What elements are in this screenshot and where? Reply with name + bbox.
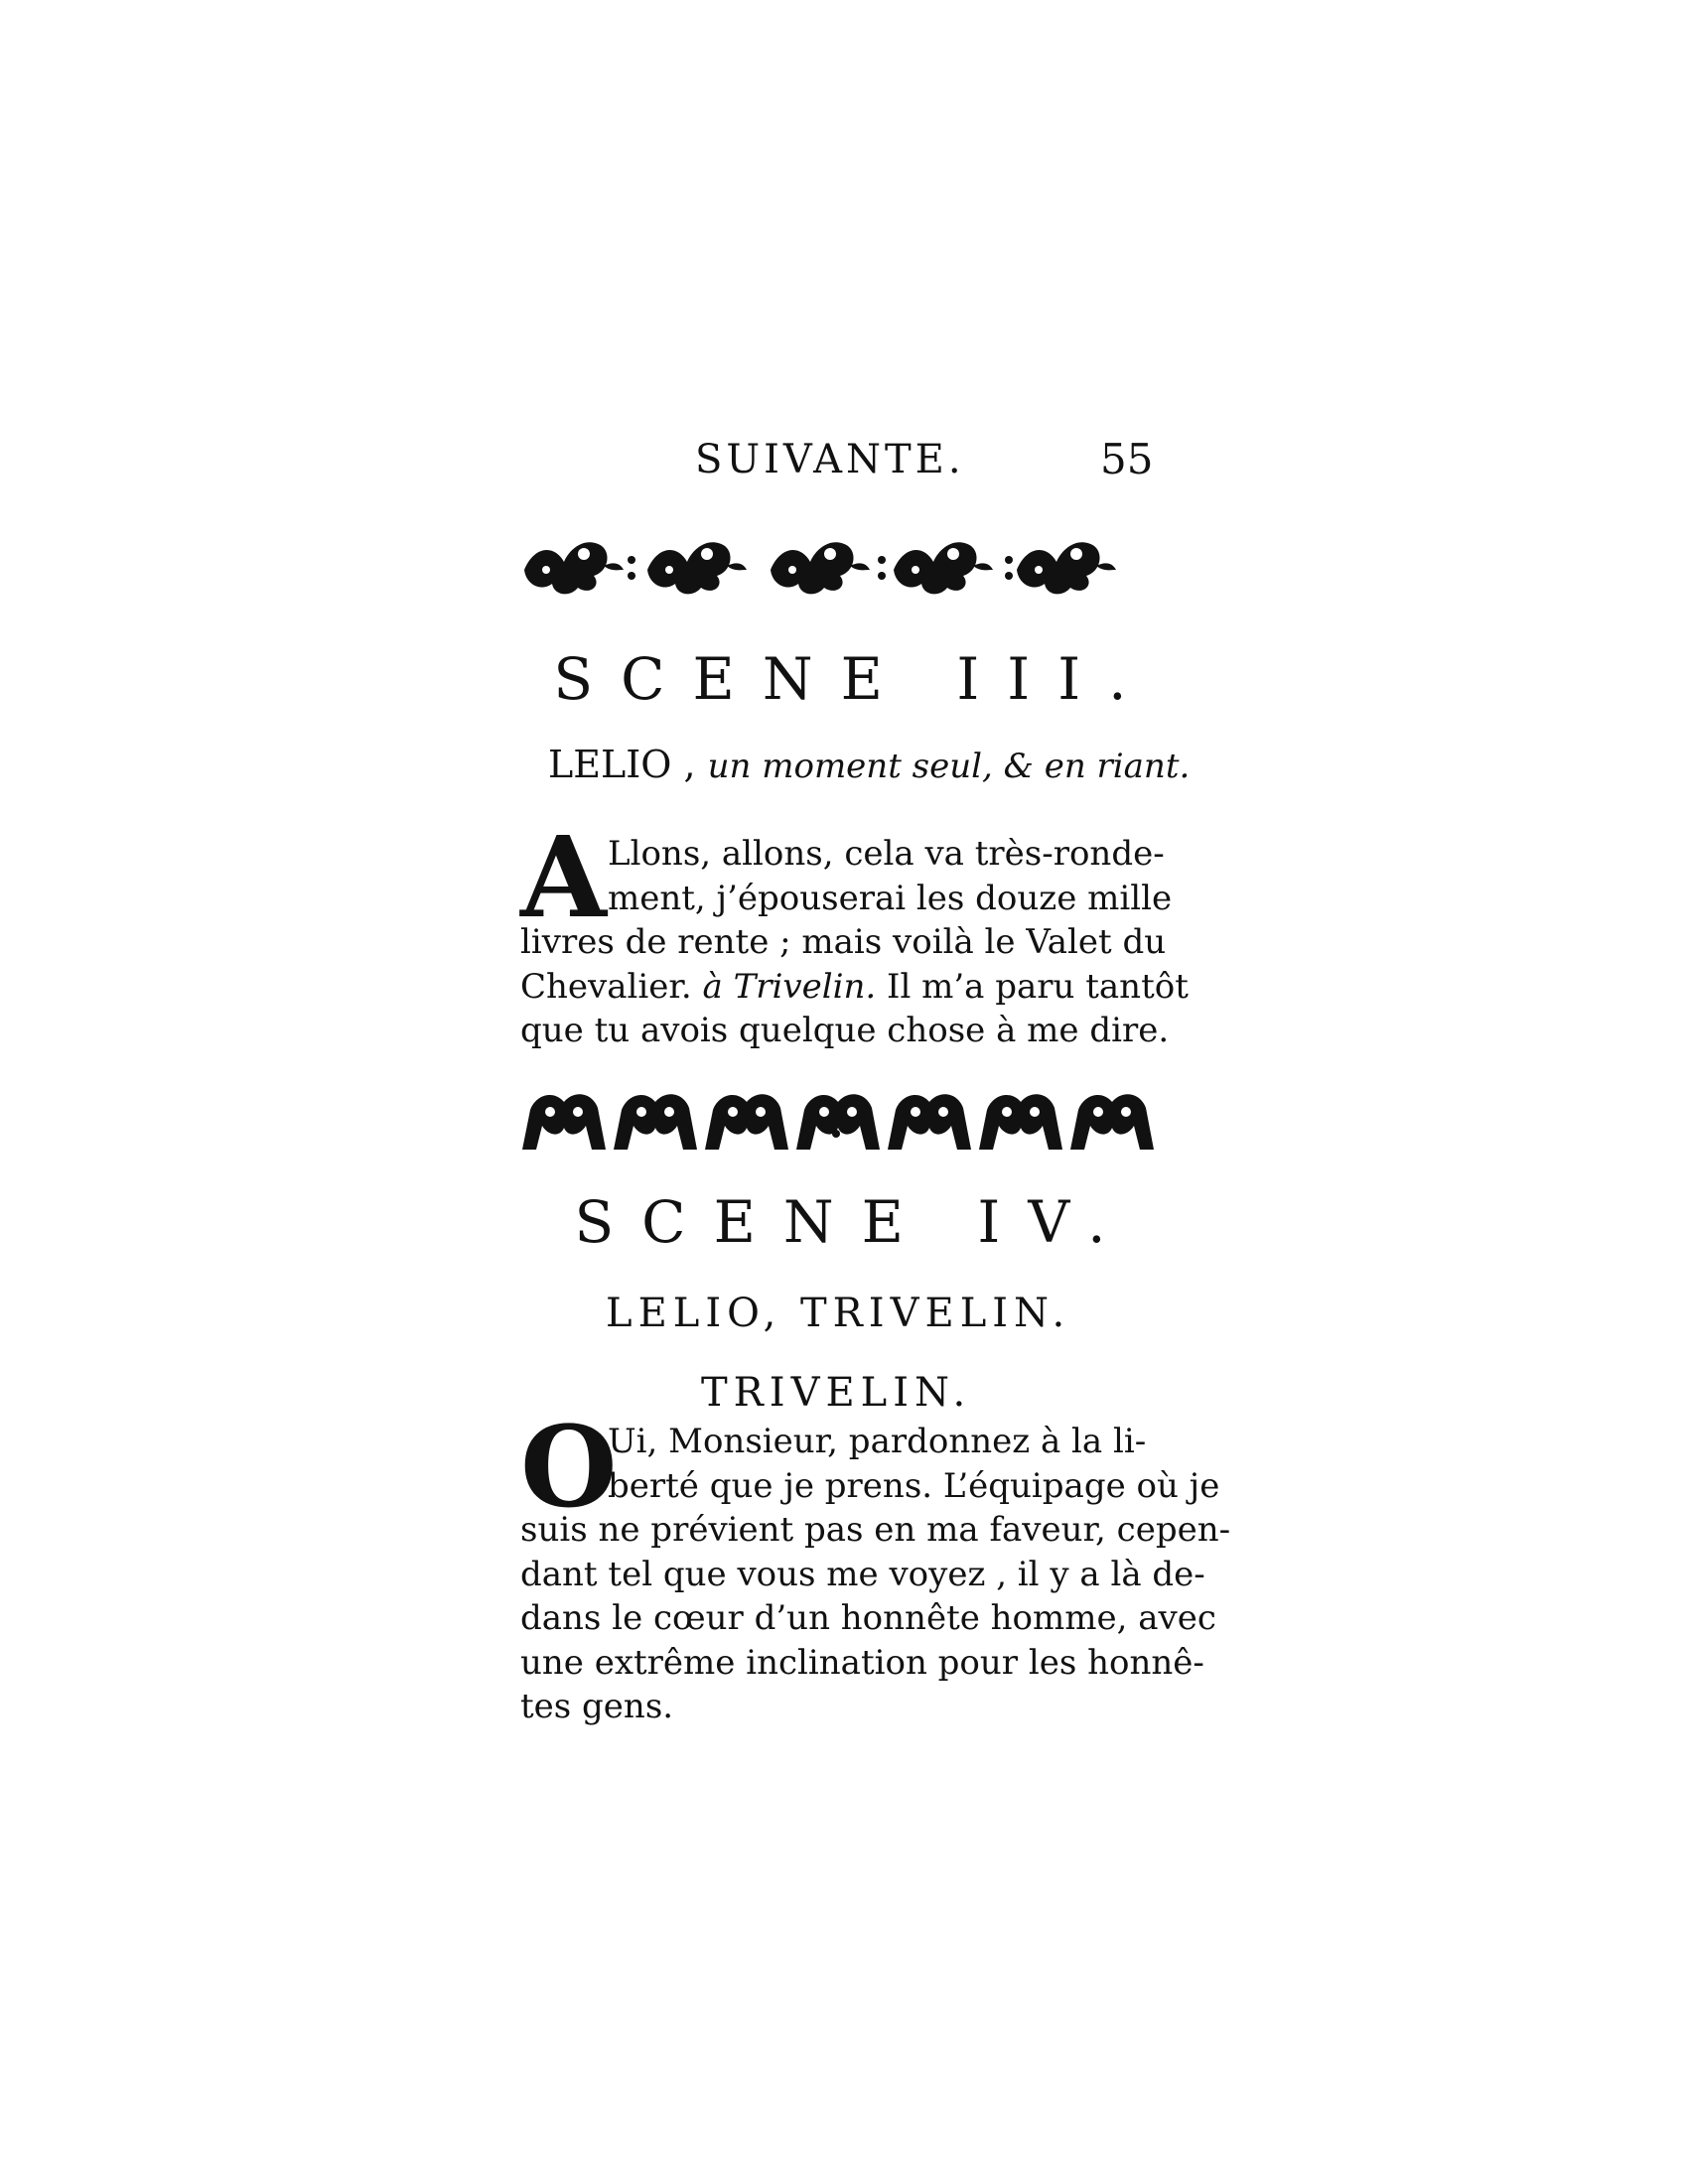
speech-line: livres de rente ; mais voilà le Valet du [520, 922, 1167, 962]
fleuron-ornament-middle [520, 1080, 1156, 1161]
stage-direction-text: un moment seul, & en riant. [707, 747, 1191, 786]
speech-line: dant tel que vous me voyez , il y a là de- [520, 1554, 1205, 1594]
stage-direction [548, 743, 1190, 786]
drop-cap-a: A [520, 813, 607, 943]
drop-cap-o: O [520, 1403, 618, 1533]
scene-4-speech [520, 1403, 1231, 1729]
scene-3-title: SCENE III. [553, 645, 1155, 713]
speech-line: Ui, Monsieur, pardonnez à la li- [608, 1422, 1147, 1461]
speech-line: Llons, allons, cela va très-ronde- [608, 834, 1165, 874]
speech-line: tes gens. [520, 1687, 674, 1726]
page-number: 55 [1100, 435, 1154, 483]
scene-3-speech [520, 813, 1189, 1053]
speech-line: dans le cœur d’un honnête homme, avec [520, 1598, 1216, 1638]
speech-line: que tu avois quelque chose à me dire. [520, 1011, 1170, 1050]
characters-list: LELIO, TRIVELIN. [606, 1291, 1071, 1336]
speech-fragment: Il m’a paru tantôt [887, 966, 1189, 1007]
speech-fragment: Chevalier. [520, 966, 692, 1007]
speech-line: une extrême inclination pour les honnê- [520, 1642, 1204, 1683]
scene-4-title: SCENE IV. [574, 1188, 1134, 1256]
stage-direction-character: LELIO , [548, 743, 696, 786]
speech-line: suis ne prévient pas en ma faveur, cepen- [520, 1510, 1231, 1550]
aside-direction: à Trivelin. [702, 966, 877, 1007]
speech-line: ment, j’épouserai les douze mille [608, 878, 1173, 918]
speech-line: berté que je prens. L’équipage où je [608, 1465, 1220, 1506]
fleuron-ornament-top [520, 526, 1156, 602]
speech-line-mixed [520, 965, 1189, 1010]
running-head: SUIVANTE. [695, 437, 965, 482]
speaker-name: TRIVELIN. [701, 1370, 972, 1416]
